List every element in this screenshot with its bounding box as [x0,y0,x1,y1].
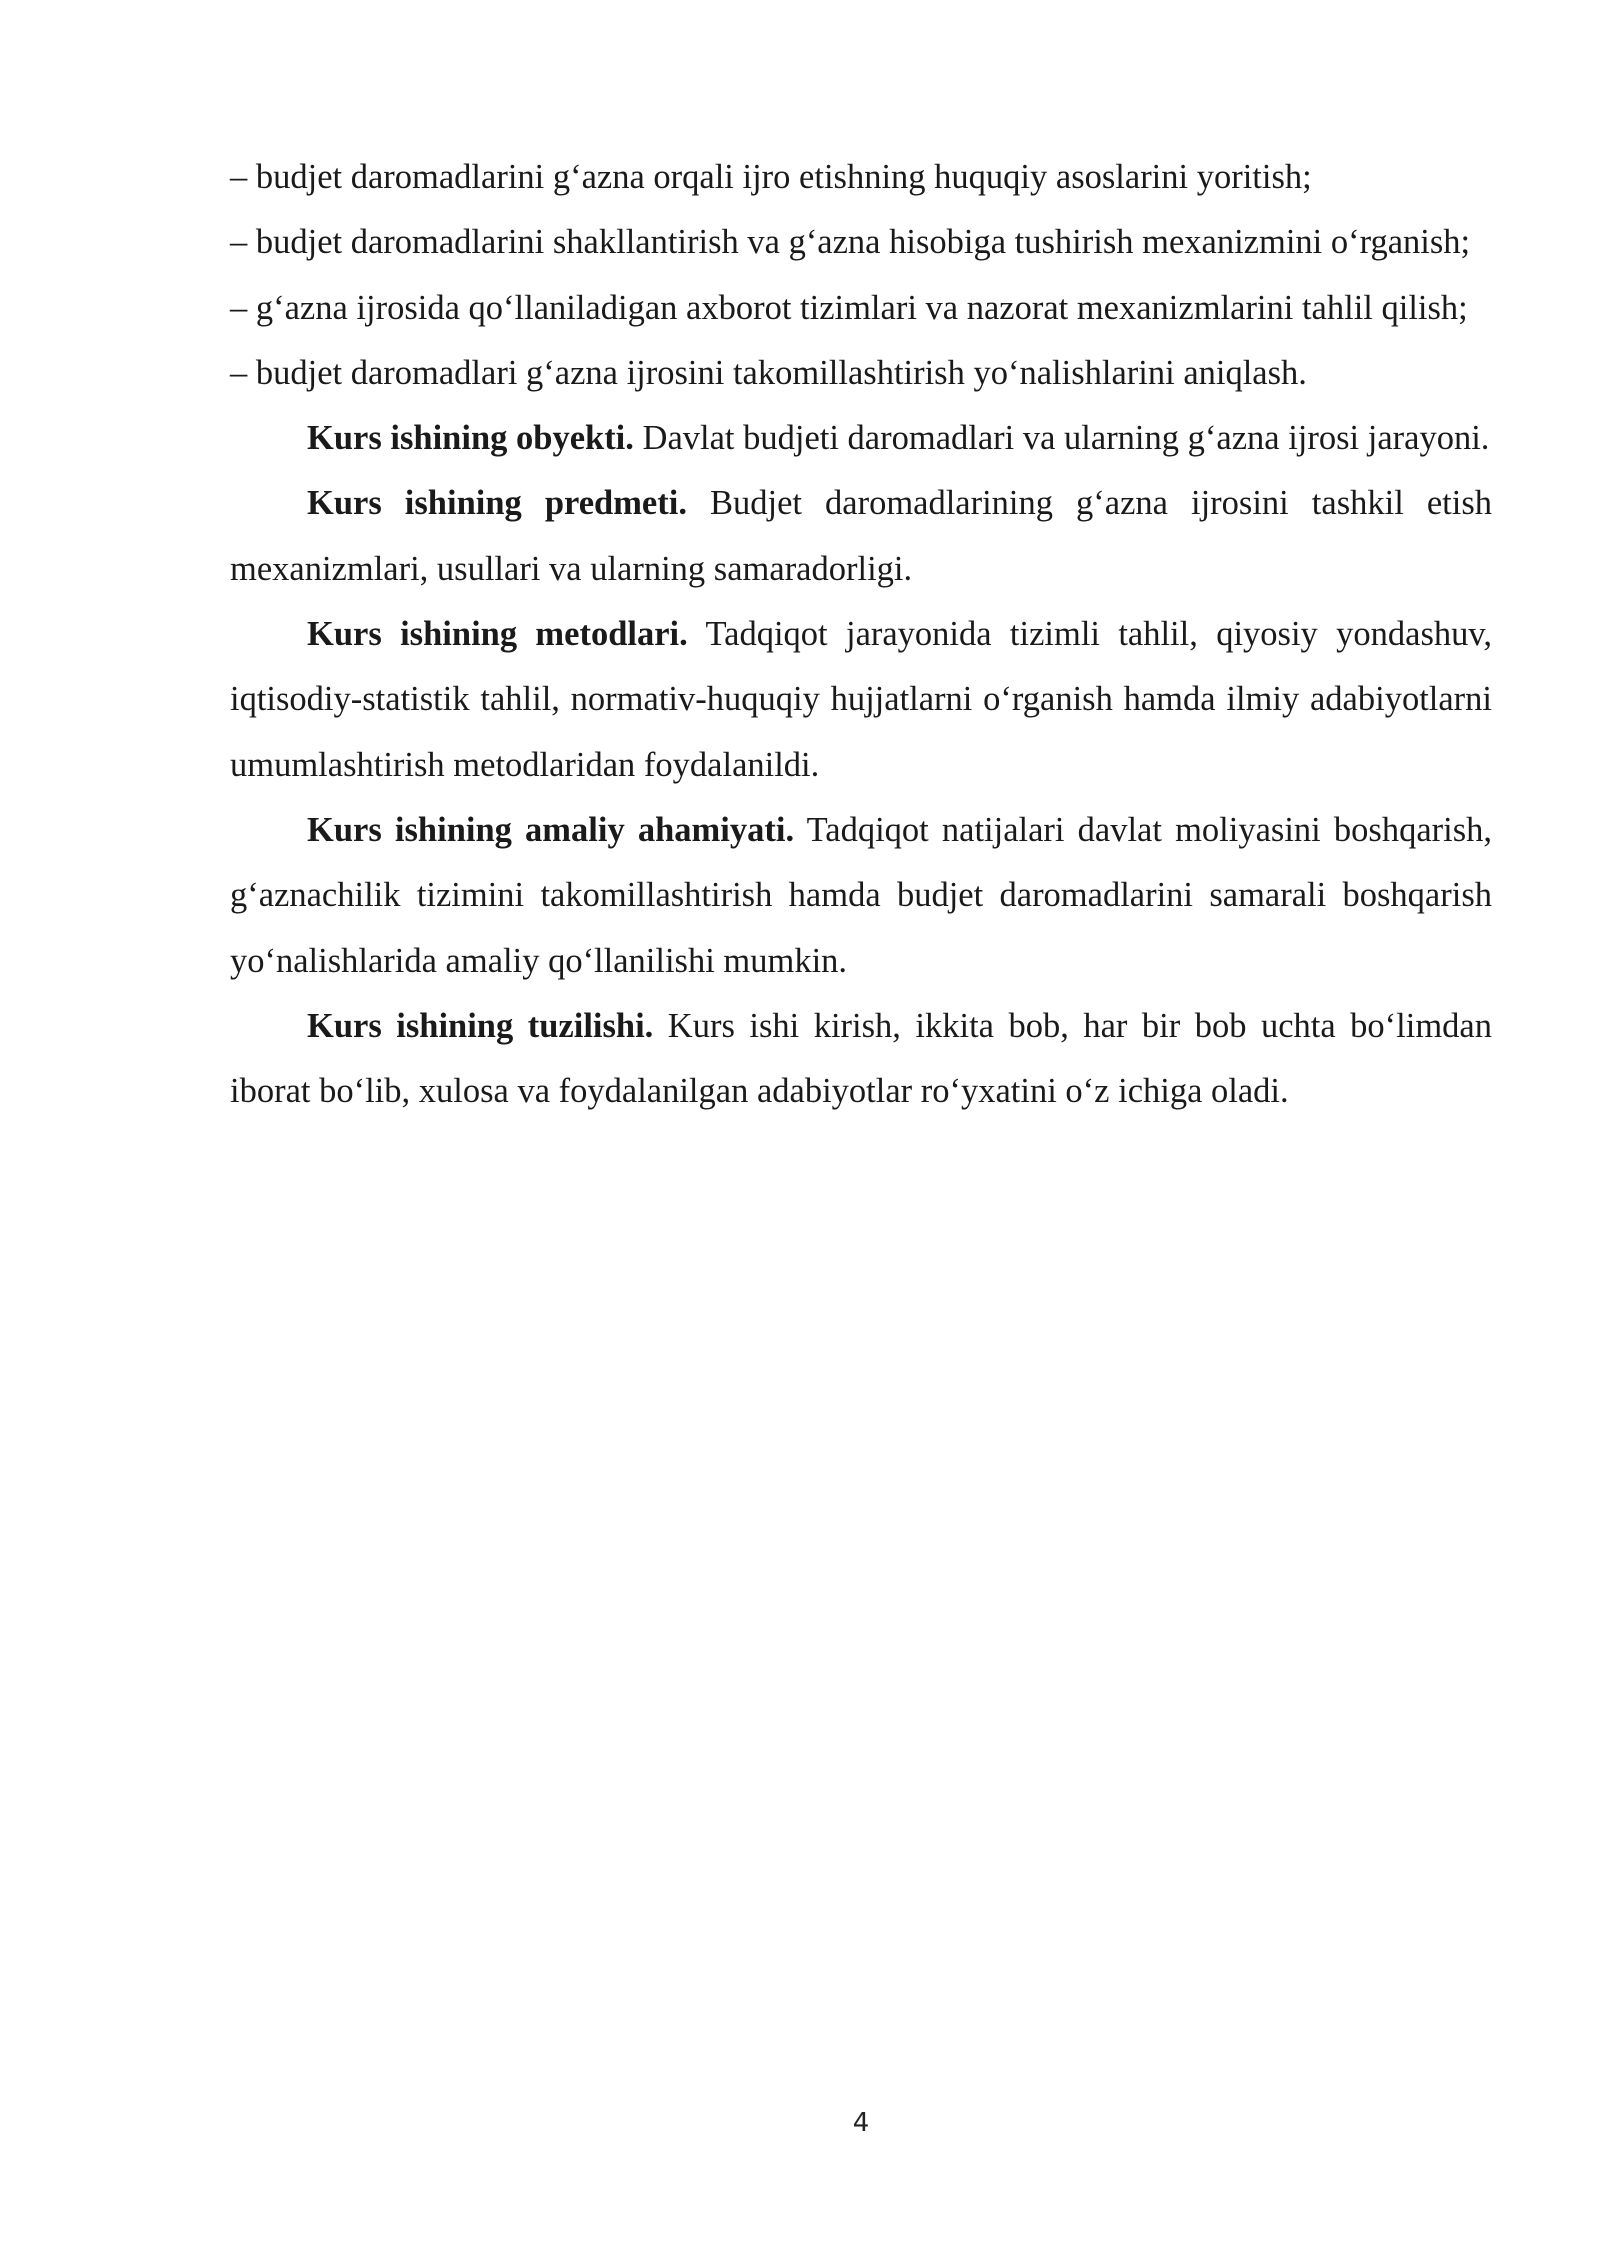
object-text: Davlat budjeti daromadlari va ularning g‘azna ijrosi jarayoni. [633,419,1490,458]
methods-text: Tadqiqot jarayonida tizimli tahlil, qiyosiy yondashuv, iqtisodiy-statistik tahlil, normativ-huquqiy hujjatlarni o‘rganish hamda ilmiy adabiyotlarni umumlashtirish metodlaridan foydalanildi. [230,615,1493,784]
object-heading: Kurs ishining obyekti. [307,419,634,458]
page-content [230,145,1492,1124]
task-list-item: – budjet daromadlari g‘azna ijrosini takomillashtirish yo‘nalishlarini aniqlash. [230,353,1307,392]
task-list-item: – budjet daromadlarini g‘azna orqali ijro etishning huquqiy asoslarini yoritish; [230,158,1312,196]
subject-text: Budjet daromadlarining g‘azna ijrosini tashkil etish mexanizmlari, usullari va ularning samaradorligi. [230,484,1492,588]
significance-paragraph [230,798,1492,994]
significance-text: Tadqiqot natijalari davlat moliyasini boshqarish, g‘aznachilik tizimini takomillashtirish hamda budjet daromadlarini samarali boshqarish yo‘nalishlarida amaliy qo‘llanilishi mumkin. [230,810,1493,980]
significance-heading: Kurs ishining amaliy ahamiyati. [307,810,795,849]
task-list-item: – budjet daromadlarini shakllantirish va g‘azna hisobiga tushirish mexanizmini o‘rganish; [230,223,1471,262]
subject-paragraph [230,471,1492,602]
object-paragraph [230,406,1492,471]
structure-heading: Kurs ishining tuzilishi. [307,1006,654,1045]
methods-paragraph [230,602,1492,798]
page-number: 4 [852,2108,870,2138]
structure-paragraph [230,994,1492,1125]
structure-text: Kurs ishi kirish, ikkita bob, har bir bob uchta bo‘limdan iborat bo‘lib, xulosa va foydalanilgan adabiyotlar ro‘yxatini o‘z ichiga oladi. [230,1006,1492,1111]
task-list-item: – g‘azna ijrosida qo‘llaniladigan axborot tizimlari va nazorat mexanizmlarini tahlil qilish; [230,288,1468,327]
methods-heading: Kurs ishining metodlari. [307,615,688,654]
subject-heading: Kurs ishining predmeti. [307,484,687,523]
